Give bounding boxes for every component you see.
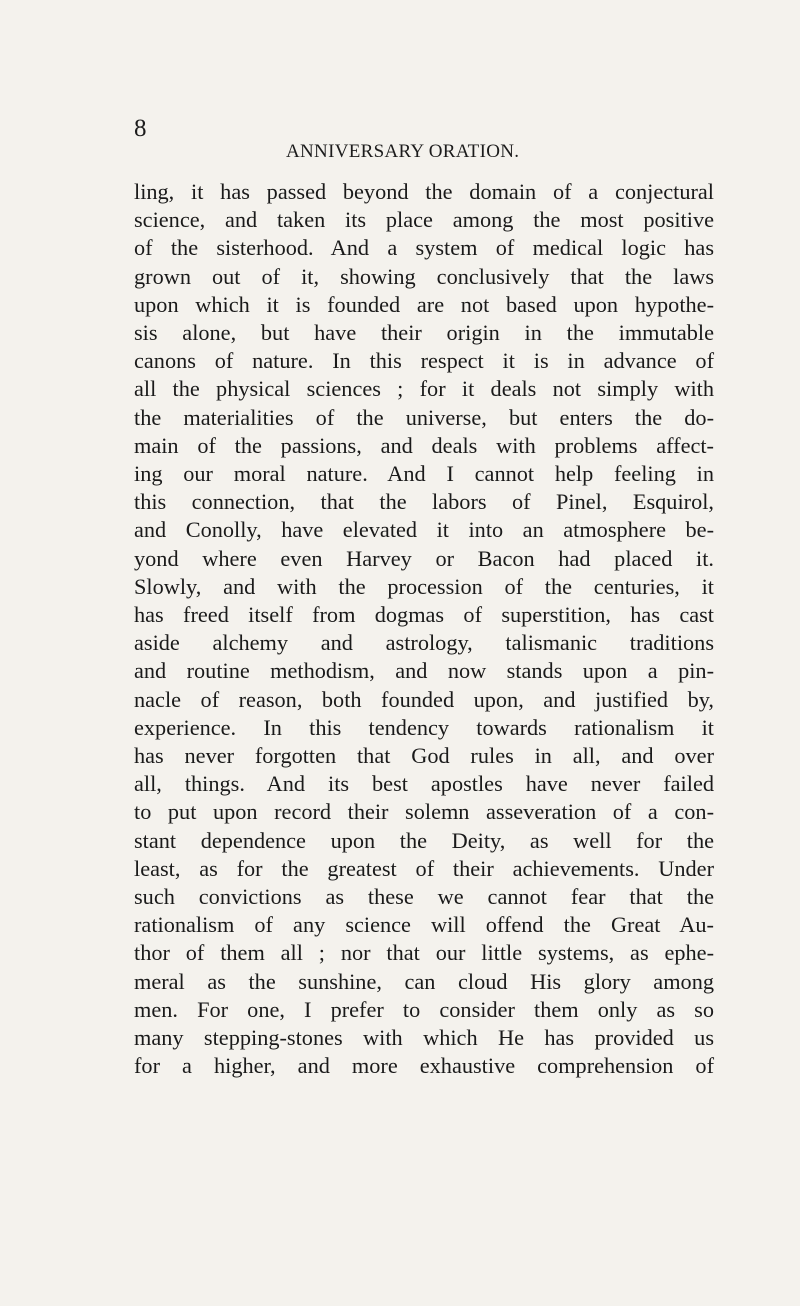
text-line: yond where even Harvey or Bacon had placed it. [134,545,714,571]
text-line: this connection, that the labors of Pinel, Esquirol, [134,489,714,515]
page-number: 8 [134,115,147,142]
text-line: sis alone, but have their origin in the immutable [134,320,714,346]
running-head: ANNIVERSARY ORATION. [286,141,520,162]
text-line: upon which it is founded are not based upon hypothe- [134,291,714,317]
text-line: has freed itself from dogmas of superstition, has cast [134,602,714,628]
text-line: nacle of reason, both founded upon, and justified by, [134,686,714,712]
text-line: has never forgotten that God rules in all, and over [134,743,714,769]
text-line: thor of them all ; nor that our little systems, as ephe- [134,940,714,966]
text-line: such convictions as these we cannot fear that the [134,884,714,910]
body-text [134,178,714,1081]
text-line: least, as for the greatest of their achievements. Under [134,855,714,881]
page-header [134,115,714,165]
text-line: all the physical sciences ; for it deals not simply with [134,376,714,402]
text-line: for a higher, and more exhaustive comprehension of [134,1053,714,1079]
text-line: grown out of it, showing conclusively that the laws [134,263,714,289]
text-line: all, things. And its best apostles have never failed [134,771,714,797]
text-line: science, and taken its place among the most positive [134,207,714,233]
text-line: men. For one, I prefer to consider them only as so [134,996,714,1022]
text-line: experience. In this tendency towards rationalism it [134,714,714,740]
text-line: and routine methodism, and now stands upon a pin- [134,658,714,684]
text-line: aside alchemy and astrology, talismanic traditions [134,630,714,656]
text-line: of the sisterhood. And a system of medical logic has [134,235,714,261]
text-line: Slowly, and with the procession of the centuries, it [134,573,714,599]
text-line: stant dependence upon the Deity, as well for the [134,827,714,853]
text-line: many stepping-stones with which He has provided us [134,1025,714,1051]
text-line: main of the passions, and deals with problems affect- [134,432,714,458]
text-line: meral as the sunshine, can cloud His glory among [134,968,714,994]
text-line: canons of nature. In this respect it is in advance of [134,348,714,374]
text-line: to put upon record their solemn asseveration of a con- [134,799,714,825]
text-line: ling, it has passed beyond the domain of a conjectural [134,179,714,204]
text-line: the materialities of the universe, but enters the do- [134,404,714,430]
text-line: ing our moral nature. And I cannot help feeling in [134,461,714,487]
text-line: and Conolly, have elevated it into an atmosphere be- [134,517,714,543]
text-line: rationalism of any science will offend the Great Au- [134,912,714,938]
